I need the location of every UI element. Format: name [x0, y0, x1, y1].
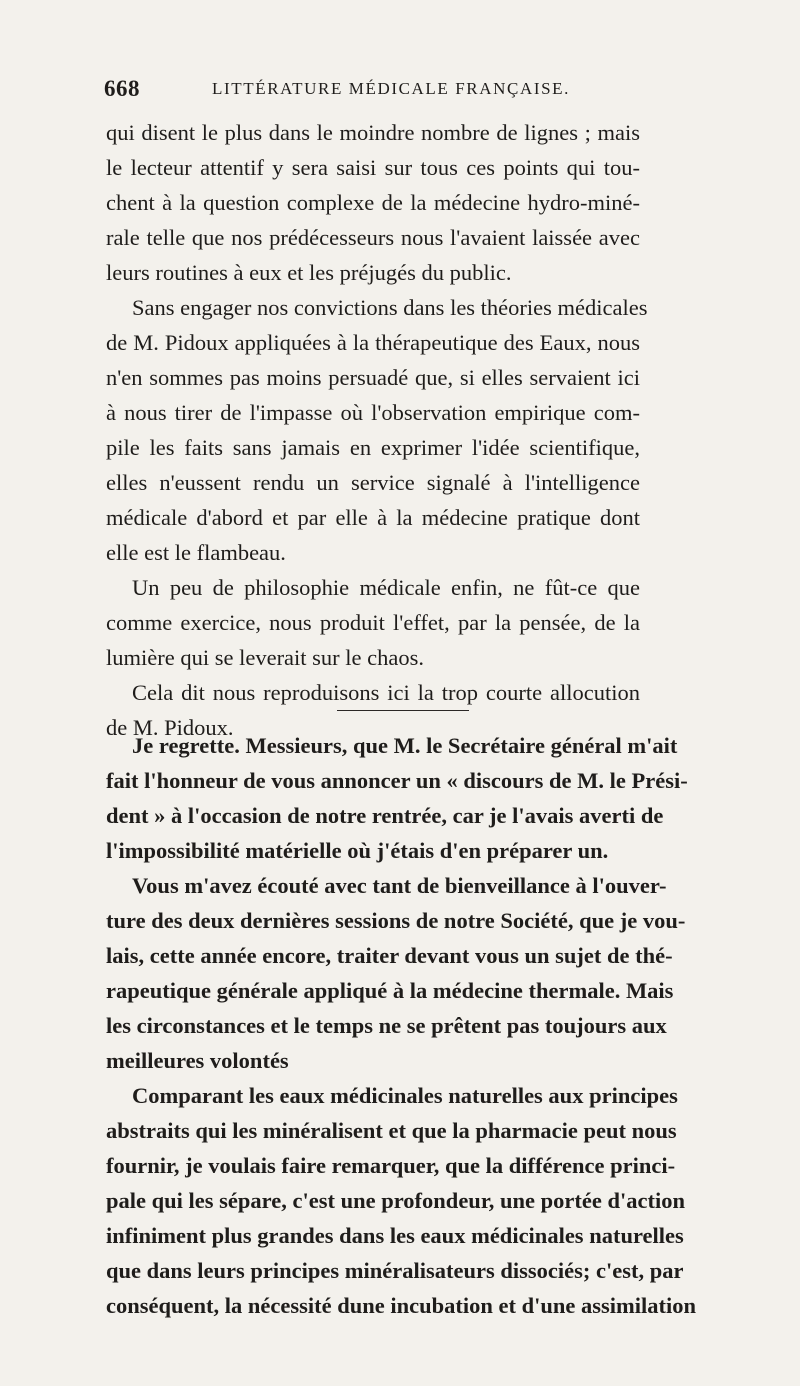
text-line: rapeutique générale appliqué à la médecine thermale. Mais [106, 978, 674, 1003]
text-line: que dans leurs principes minéralisateurs dissociés; c'est, par [106, 1258, 684, 1283]
text-line: infiniment plus grandes dans les eaux médicinales naturelles [106, 1223, 684, 1248]
text-line: elles n'eussent rendu un service signalé à l'intelligence [106, 470, 640, 495]
text-line: l'impossibilité matérielle où j'étais d'en préparer un. [106, 838, 609, 863]
text-line: Cela dit nous reproduisons ici la trop courte allocution [132, 680, 640, 705]
text-line: conséquent, la nécessité dune incubation et d'une assimilation [106, 1293, 697, 1318]
text-line: qui disent le plus dans le moindre nombre de lignes ; mais [106, 120, 640, 145]
text-line: n'en sommes pas moins persuadé que, si elles servaient ici [106, 365, 640, 390]
text-line: le lecteur attentif y sera saisi sur tous ces points qui tou- [106, 155, 640, 180]
text-line: chent à la question complexe de la médecine hydro-miné- [106, 190, 640, 215]
text-line: abstraits qui les minéralisent et que la pharmacie peut nous [106, 1118, 677, 1143]
text-line: comme exercice, nous produit l'effet, par la pensée, de la [106, 610, 640, 635]
text-line: Comparant les eaux médicinales naturelles aux principes [132, 1083, 678, 1108]
text-line: Vous m'avez écouté avec tant de bienveillance à l'ouver- [132, 873, 667, 898]
text-line: fait l'honneur de vous annoncer un « discours de M. le Prési- [106, 768, 688, 793]
text-line: lais, cette année encore, traiter devant vous un sujet de thé- [106, 943, 673, 968]
running-title: LITTÉRATURE MÉDICALE FRANÇAISE. [212, 79, 570, 98]
body-text-allocution [106, 728, 697, 1323]
text-line: lumière qui se leverait sur le chaos. [106, 645, 425, 670]
text-line: de M. Pidoux. [106, 715, 234, 740]
text-line: médicale d'abord et par elle à la médecine pratique dont [106, 505, 640, 530]
text-line: pile les faits sans jamais en exprimer l'idée scientifique, [106, 435, 640, 460]
text-line: pale qui les sépare, c'est une profondeur, une portée d'action [106, 1188, 685, 1213]
text-line: elle est le flambeau. [106, 540, 286, 565]
text-line: les circonstances et le temps ne se prêtent pas toujours aux [106, 1013, 667, 1038]
text-line: leurs routines à eux et les préjugés du public. [106, 260, 512, 285]
text-line: à nous tirer de l'impasse où l'observation empirique com- [106, 400, 640, 425]
text-line: Je regrette. Messieurs, que M. le Secrétaire général m'ait [132, 733, 678, 758]
text-line: Sans engager nos convictions dans les théories médicales [132, 295, 648, 320]
text-line: fournir, je voulais faire remarquer, que la différence princi- [106, 1153, 676, 1178]
body-text-intro [106, 115, 648, 745]
text-line: ture des deux dernières sessions de notre Société, que je vou- [106, 908, 686, 933]
page-number: 668 [104, 76, 140, 101]
text-line: Un peu de philosophie médicale enfin, ne fût-ce que [132, 575, 640, 600]
text-line: dent » à l'occasion de notre rentrée, car je l'avais averti de [106, 803, 664, 828]
text-line: rale telle que nos prédécesseurs nous l'avaient laissée avec [106, 225, 640, 250]
page-header [104, 76, 642, 106]
text-line: de M. Pidoux appliquées à la thérapeutique des Eaux, nous [106, 330, 640, 355]
section-separator [337, 710, 469, 711]
text-line: meilleures volontés [106, 1048, 289, 1073]
